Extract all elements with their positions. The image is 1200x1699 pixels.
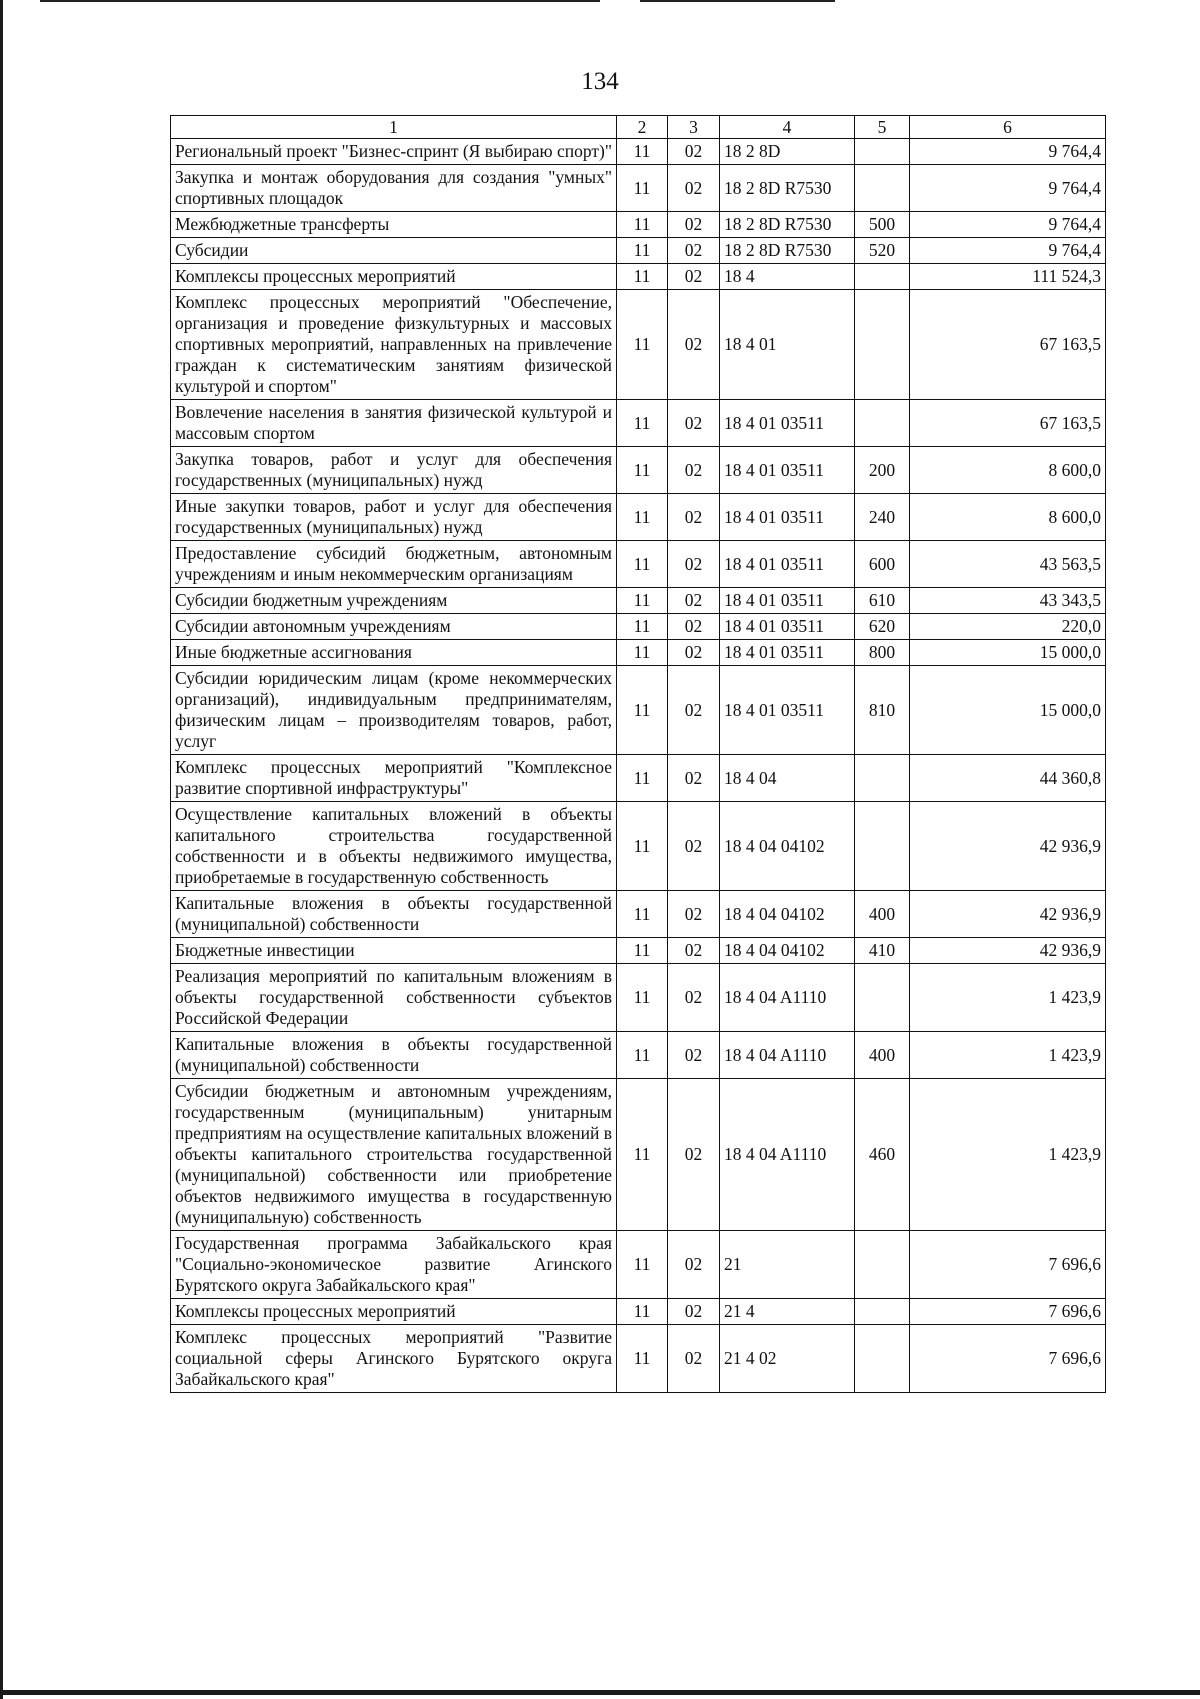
subsection-cell: 02 xyxy=(668,290,720,400)
expense-type-cell: 620 xyxy=(855,614,910,640)
expense-type-cell: 460 xyxy=(855,1079,910,1231)
section-cell: 11 xyxy=(617,494,668,541)
amount-cell: 1 423,9 xyxy=(910,964,1106,1032)
expense-type-cell: 500 xyxy=(855,212,910,238)
section-cell: 11 xyxy=(617,588,668,614)
amount-cell: 15 000,0 xyxy=(910,640,1106,666)
expense-type-cell xyxy=(855,264,910,290)
table-row xyxy=(171,165,1106,212)
section-cell: 11 xyxy=(617,447,668,494)
expense-type-cell xyxy=(855,802,910,891)
section-cell: 11 xyxy=(617,802,668,891)
table-row xyxy=(171,640,1106,666)
amount-cell: 7 696,6 xyxy=(910,1231,1106,1299)
subsection-cell: 02 xyxy=(668,1231,720,1299)
item-name-cell: Комплексы процессных мероприятий xyxy=(171,1299,617,1325)
section-cell: 11 xyxy=(617,1231,668,1299)
item-name-cell: Иные закупки товаров, работ и услуг для обеспечения государственных (муниципальных) нужд xyxy=(171,494,617,541)
table-row xyxy=(171,541,1106,588)
table-row xyxy=(171,614,1106,640)
item-name-cell: Региональный проект "Бизнес-спринт (Я выбираю спорт)" xyxy=(171,139,617,165)
target-article-cell: 18 2 8D xyxy=(720,139,855,165)
page-number: 134 xyxy=(581,68,619,95)
table-row xyxy=(171,938,1106,964)
scan-border-bottom xyxy=(0,1690,1200,1695)
subsection-cell: 02 xyxy=(668,1079,720,1231)
amount-cell: 42 936,9 xyxy=(910,802,1106,891)
table-row xyxy=(171,447,1106,494)
table-row xyxy=(171,964,1106,1032)
item-name-cell: Реализация мероприятий по капитальным вложениям в объекты государственной собственности субъектов Российской Федерации xyxy=(171,964,617,1032)
item-name-cell: Комплекс процессных мероприятий "Развитие социальной сферы Агинского Бурятского округа Забайкальского края" xyxy=(171,1325,617,1393)
item-name-cell: Субсидии бюджетным и автономным учреждениям, государственным (муниципальным) унитарным предприятиям на осуществление капитальных вложений в объекты капитального строительства государственной (муниципальной) собственности или приобретение объектов недвижимого имущества в государственную (муниципальную) собственность xyxy=(171,1079,617,1231)
subsection-cell: 02 xyxy=(668,541,720,588)
item-name-cell: Осуществление капитальных вложений в объекты капитального строительства государственной собственности и в объекты недвижимого имущества, приобретаемые в государственную собственность xyxy=(171,802,617,891)
expense-type-cell xyxy=(855,1299,910,1325)
amount-cell: 1 423,9 xyxy=(910,1079,1106,1231)
table-row xyxy=(171,212,1106,238)
amount-cell: 42 936,9 xyxy=(910,891,1106,938)
section-cell: 11 xyxy=(617,1325,668,1393)
table-body xyxy=(171,139,1106,1393)
target-article-cell: 18 4 04 04102 xyxy=(720,938,855,964)
table-row xyxy=(171,1032,1106,1079)
expense-type-cell xyxy=(855,1325,910,1393)
target-article-cell: 18 4 01 03511 xyxy=(720,400,855,447)
expense-type-cell xyxy=(855,1231,910,1299)
expense-type-cell xyxy=(855,755,910,802)
amount-cell: 7 696,6 xyxy=(910,1299,1106,1325)
amount-cell: 1 423,9 xyxy=(910,1032,1106,1079)
item-name-cell: Предоставление субсидий бюджетным, автономным учреждениям и иным некоммерческим организациям xyxy=(171,541,617,588)
section-cell: 11 xyxy=(617,938,668,964)
subsection-cell: 02 xyxy=(668,1299,720,1325)
table-header-row xyxy=(171,116,1106,139)
table-row xyxy=(171,494,1106,541)
expense-type-cell: 800 xyxy=(855,640,910,666)
item-name-cell: Комплекс процессных мероприятий "Обеспечение, организация и проведение физкультурных и массовых спортивных мероприятий, направленных на привлечение граждан к систематическим занятиям физической культурой и спортом" xyxy=(171,290,617,400)
item-name-cell: Комплекс процессных мероприятий "Комплексное развитие спортивной инфраструктуры" xyxy=(171,755,617,802)
amount-cell: 43 343,5 xyxy=(910,588,1106,614)
target-article-cell: 21 xyxy=(720,1231,855,1299)
target-article-cell: 18 2 8D R7530 xyxy=(720,238,855,264)
table-row xyxy=(171,588,1106,614)
target-article-cell: 18 4 01 03511 xyxy=(720,494,855,541)
expense-type-cell: 240 xyxy=(855,494,910,541)
target-article-cell: 18 2 8D R7530 xyxy=(720,165,855,212)
budget-table xyxy=(170,115,1106,1393)
expense-type-cell xyxy=(855,400,910,447)
amount-cell: 9 764,4 xyxy=(910,238,1106,264)
subsection-cell: 02 xyxy=(668,891,720,938)
item-name-cell: Субсидии юридическим лицам (кроме некоммерческих организаций), индивидуальным предпринимателям, физическим лицам – производителям товаров, работ, услуг xyxy=(171,666,617,755)
subsection-cell: 02 xyxy=(668,1032,720,1079)
amount-cell: 8 600,0 xyxy=(910,494,1106,541)
target-article-cell: 18 4 01 03511 xyxy=(720,640,855,666)
section-cell: 11 xyxy=(617,212,668,238)
item-name-cell: Вовлечение населения в занятия физической культурой и массовым спортом xyxy=(171,400,617,447)
section-cell: 11 xyxy=(617,964,668,1032)
amount-cell: 9 764,4 xyxy=(910,212,1106,238)
subsection-cell: 02 xyxy=(668,447,720,494)
target-article-cell: 18 4 01 03511 xyxy=(720,614,855,640)
item-name-cell: Субсидии автономным учреждениям xyxy=(171,614,617,640)
amount-cell: 9 764,4 xyxy=(910,139,1106,165)
table-row xyxy=(171,264,1106,290)
target-article-cell: 18 2 8D R7530 xyxy=(720,212,855,238)
subsection-cell: 02 xyxy=(668,238,720,264)
section-cell: 11 xyxy=(617,139,668,165)
column-header: 2 xyxy=(617,116,668,139)
item-name-cell: Закупка товаров, работ и услуг для обеспечения государственных (муниципальных) нужд xyxy=(171,447,617,494)
column-header: 3 xyxy=(668,116,720,139)
item-name-cell: Иные бюджетные ассигнования xyxy=(171,640,617,666)
subsection-cell: 02 xyxy=(668,212,720,238)
target-article-cell: 18 4 01 xyxy=(720,290,855,400)
table-row xyxy=(171,891,1106,938)
section-cell: 11 xyxy=(617,614,668,640)
item-name-cell: Закупка и монтаж оборудования для создания "умных" спортивных площадок xyxy=(171,165,617,212)
subsection-cell: 02 xyxy=(668,1325,720,1393)
item-name-cell: Межбюджетные трансферты xyxy=(171,212,617,238)
subsection-cell: 02 xyxy=(668,494,720,541)
subsection-cell: 02 xyxy=(668,165,720,212)
section-cell: 11 xyxy=(617,666,668,755)
table-row xyxy=(171,802,1106,891)
item-name-cell: Бюджетные инвестиции xyxy=(171,938,617,964)
scan-border-left xyxy=(0,0,3,1699)
table-row xyxy=(171,139,1106,165)
expense-type-cell: 600 xyxy=(855,541,910,588)
section-cell: 11 xyxy=(617,640,668,666)
subsection-cell: 02 xyxy=(668,964,720,1032)
amount-cell: 111 524,3 xyxy=(910,264,1106,290)
section-cell: 11 xyxy=(617,1299,668,1325)
subsection-cell: 02 xyxy=(668,614,720,640)
column-header: 1 xyxy=(171,116,617,139)
amount-cell: 44 360,8 xyxy=(910,755,1106,802)
target-article-cell: 18 4 01 03511 xyxy=(720,447,855,494)
table-row xyxy=(171,1079,1106,1231)
section-cell: 11 xyxy=(617,541,668,588)
target-article-cell: 21 4 02 xyxy=(720,1325,855,1393)
subsection-cell: 02 xyxy=(668,588,720,614)
target-article-cell: 18 4 04 A1110 xyxy=(720,1079,855,1231)
subsection-cell: 02 xyxy=(668,666,720,755)
section-cell: 11 xyxy=(617,290,668,400)
expense-type-cell xyxy=(855,290,910,400)
item-name-cell: Капитальные вложения в объекты государственной (муниципальной) собственности xyxy=(171,1032,617,1079)
table-row xyxy=(171,290,1106,400)
expense-type-cell: 400 xyxy=(855,1032,910,1079)
subsection-cell: 02 xyxy=(668,938,720,964)
expense-type-cell: 400 xyxy=(855,891,910,938)
section-cell: 11 xyxy=(617,1032,668,1079)
subsection-cell: 02 xyxy=(668,640,720,666)
item-name-cell: Субсидии xyxy=(171,238,617,264)
amount-cell: 220,0 xyxy=(910,614,1106,640)
expense-type-cell: 610 xyxy=(855,588,910,614)
section-cell: 11 xyxy=(617,264,668,290)
section-cell: 11 xyxy=(617,238,668,264)
amount-cell: 15 000,0 xyxy=(910,666,1106,755)
section-cell: 11 xyxy=(617,755,668,802)
section-cell: 11 xyxy=(617,400,668,447)
table-row xyxy=(171,1231,1106,1299)
target-article-cell: 18 4 04 04102 xyxy=(720,891,855,938)
scan-top-line-left xyxy=(40,0,600,2)
table-row xyxy=(171,400,1106,447)
subsection-cell: 02 xyxy=(668,802,720,891)
column-header: 6 xyxy=(910,116,1106,139)
subsection-cell: 02 xyxy=(668,264,720,290)
item-name-cell: Субсидии бюджетным учреждениям xyxy=(171,588,617,614)
target-article-cell: 18 4 04 A1110 xyxy=(720,964,855,1032)
expense-type-cell: 410 xyxy=(855,938,910,964)
item-name-cell: Комплексы процессных мероприятий xyxy=(171,264,617,290)
column-header: 4 xyxy=(720,116,855,139)
amount-cell: 67 163,5 xyxy=(910,400,1106,447)
target-article-cell: 18 4 01 03511 xyxy=(720,541,855,588)
target-article-cell: 18 4 04 xyxy=(720,755,855,802)
target-article-cell: 18 4 01 03511 xyxy=(720,666,855,755)
scan-top-line-right xyxy=(640,0,835,2)
item-name-cell: Капитальные вложения в объекты государственной (муниципальной) собственности xyxy=(171,891,617,938)
table-row xyxy=(171,238,1106,264)
expense-type-cell: 520 xyxy=(855,238,910,264)
table-row xyxy=(171,666,1106,755)
target-article-cell: 18 4 04 A1110 xyxy=(720,1032,855,1079)
target-article-cell: 18 4 01 03511 xyxy=(720,588,855,614)
section-cell: 11 xyxy=(617,1079,668,1231)
column-header: 5 xyxy=(855,116,910,139)
amount-cell: 43 563,5 xyxy=(910,541,1106,588)
subsection-cell: 02 xyxy=(668,400,720,447)
section-cell: 11 xyxy=(617,891,668,938)
expense-type-cell xyxy=(855,165,910,212)
amount-cell: 9 764,4 xyxy=(910,165,1106,212)
target-article-cell: 21 4 xyxy=(720,1299,855,1325)
subsection-cell: 02 xyxy=(668,755,720,802)
expense-type-cell: 200 xyxy=(855,447,910,494)
amount-cell: 8 600,0 xyxy=(910,447,1106,494)
expense-type-cell: 810 xyxy=(855,666,910,755)
table-row xyxy=(171,1325,1106,1393)
section-cell: 11 xyxy=(617,165,668,212)
target-article-cell: 18 4 xyxy=(720,264,855,290)
table-row xyxy=(171,1299,1106,1325)
subsection-cell: 02 xyxy=(668,139,720,165)
expense-type-cell xyxy=(855,964,910,1032)
amount-cell: 7 696,6 xyxy=(910,1325,1106,1393)
amount-cell: 67 163,5 xyxy=(910,290,1106,400)
table-row xyxy=(171,755,1106,802)
item-name-cell: Государственная программа Забайкальского края "Социально-экономическое развитие Агинского Бурятского округа Забайкальского края" xyxy=(171,1231,617,1299)
target-article-cell: 18 4 04 04102 xyxy=(720,802,855,891)
amount-cell: 42 936,9 xyxy=(910,938,1106,964)
expense-type-cell xyxy=(855,139,910,165)
